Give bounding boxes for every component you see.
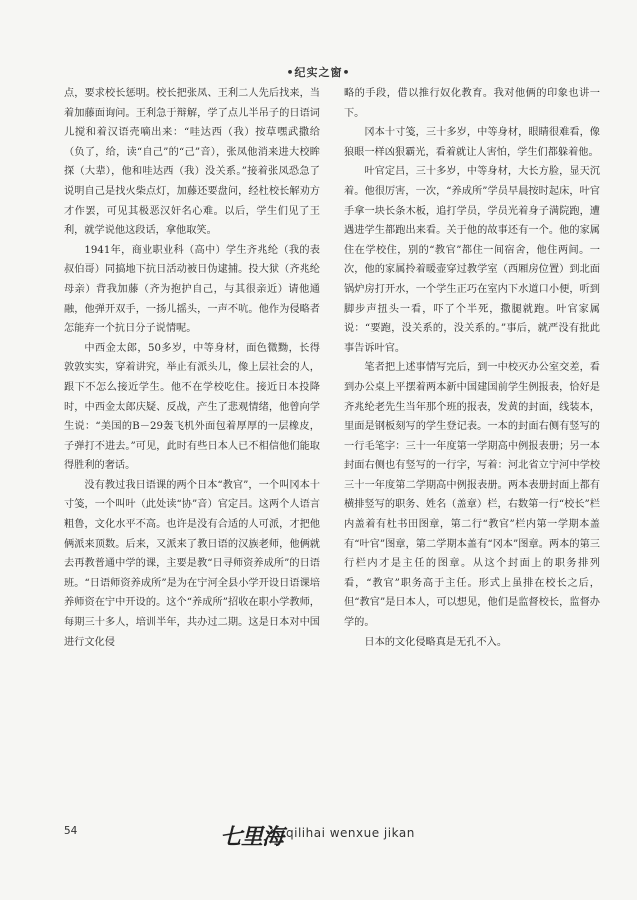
section-header: •纪实之窗• <box>286 66 351 79</box>
page-number: 54 <box>64 824 78 837</box>
paragraph: 日本的文化侵略真是无孔不入。 <box>364 636 508 648</box>
paragraph: 1941年，商业职业科（高中）学生齐兆纶（我的表叔伯哥）同搞地下抗日活动被日伪逮捕。投大狱（齐兆纶母亲）背我加藤（齐为抱护自己，与其很亲近）请他通融，他弹开双手，一扬儿摇头，一声不吭。他作为侵略者怎能弃一个抗日分子说情呢。 <box>64 244 320 335</box>
page-footer <box>64 820 464 856</box>
paragraph: 中西金太郎，50多岁，中等身材，面色微黝，长得敦敦实实，穿着讲究，举止有派头儿，像上层社会的人，跟下不怎么接近学生。他不在学校吃住。接近日本投降时，中西金太郎庆疑、反战，产生了悲观情绪，他曾向学生说：“美国的B－29轰飞机外面包着厚厚的一层橡皮，子弹打不进去。”可见，此时有些日本人已不相信他们能取得胜利的奢话。 <box>64 342 320 472</box>
paragraph: 略的手段，借以推行奴化教育。我对他俩的印象也讲一下。 <box>344 88 600 119</box>
journal-logo: 七里海 <box>220 824 284 850</box>
paragraph: 点，要求校长惩明。校长把张凤、王利二人先后找来，当着加藤面询问。王利急于辩解，学了点儿半吊子的日语词儿搅和着汉语壳嘀出来：“哇达西（我）按草嘿武撒给（负了，给，读“自己”的“己”音），张凤他消来进大校眸探（大辈），他和哇达西（我）没关系。”接着张凤恐急了说明自己是找火柴点灯，加藤还要盘问，经杜校长解劝方才作罢，可见其极恶汉奸名心难。以后，学生们见了王利，就学说他这段话，拿他取笑。 <box>64 88 320 237</box>
journal-pinyin: qilihai wenxue jikan <box>286 826 415 840</box>
right-column <box>344 84 600 652</box>
paragraph: 笔者把上述事情写完后，到一中校灭办公室交差，看到办公桌上平摆着两本新中国建国前学生例报表，恰好是齐兆纶老先生当年那个班的报表，发黄的封面，线装本，里面是钢板刻写的学生登记表。一本的封面右侧有竖写的一行毛笔字：三十一年度第一学期高中例报表册；另一本封面右侧也有竖写的一行字，写着：河北省立宁河中学校三十一年度第二学期高中例报表册。两本表册封面上都有横排竖写的职务、姓名（盖章）栏，右数第一行“校长”栏内盖着有杜书田图章，第二行“教官”栏内第一学期本盖有“叶官”图章，第二学期本盖有“冈本”图章。两本的第三行栏内才是主任的图章。从这个封面上的职务排列看，“教官”职务高于主任。形式上虽排在校长之后，但“教官”是日本人，可以想见，他们是监督校长，监督办学的。 <box>344 362 600 629</box>
paragraph: 没有教过我日语课的两个日本“教官”，一个叫冈本十寸笺，一个叫叶（此处读“协”音）官定吕。这两个人语言粗鲁，文化水平不高。也许是没有合适的人可派，才把他俩派来顶数。后来，又派来了教日语的汉族老师，他俩就去再教普通中学的课，主要是教“日寻师资养成所”的日语班。“日语师资养成所”是为在宁河全县小学开设日语课培养师资在宁中开设的。这个“养成所”招收在职小学教师，每期三十多人，培训半年，共办过二期。这是日本对中国进行文化侵 <box>64 479 320 648</box>
paragraph: 冈本十寸笺，三十多岁，中等身材，眼睛很难看，像狼眼一样凶狠霸光，看着就让人害怕，学生们都躲着他。 <box>344 127 600 158</box>
left-column <box>64 84 320 652</box>
paragraph: 叶官定吕，三十多岁，中等身材，大长方脸，显天沉着。他很厉害，一次，“养成所”学员早晨按时起床，叶官手拿一块长条木板，追打学员，学员光着身子满院跑，遭遇进学生都跑出来看。关于他的故事还有一个。他的家属住在学校住，别的“教官”都住一间宿舍，他住两间。一次，他的家属拎着暖壶穿过教学室（西厢房位置）到北面锅炉房打开水，一个学生正巧在室内下水道口小便，听到脚步声扭头一看，吓了个半死，撒腿就跑。叶官家属说：“要跑，没关系的，没关系的。”事后，就严没有批此事告诉叶官。 <box>344 166 600 354</box>
